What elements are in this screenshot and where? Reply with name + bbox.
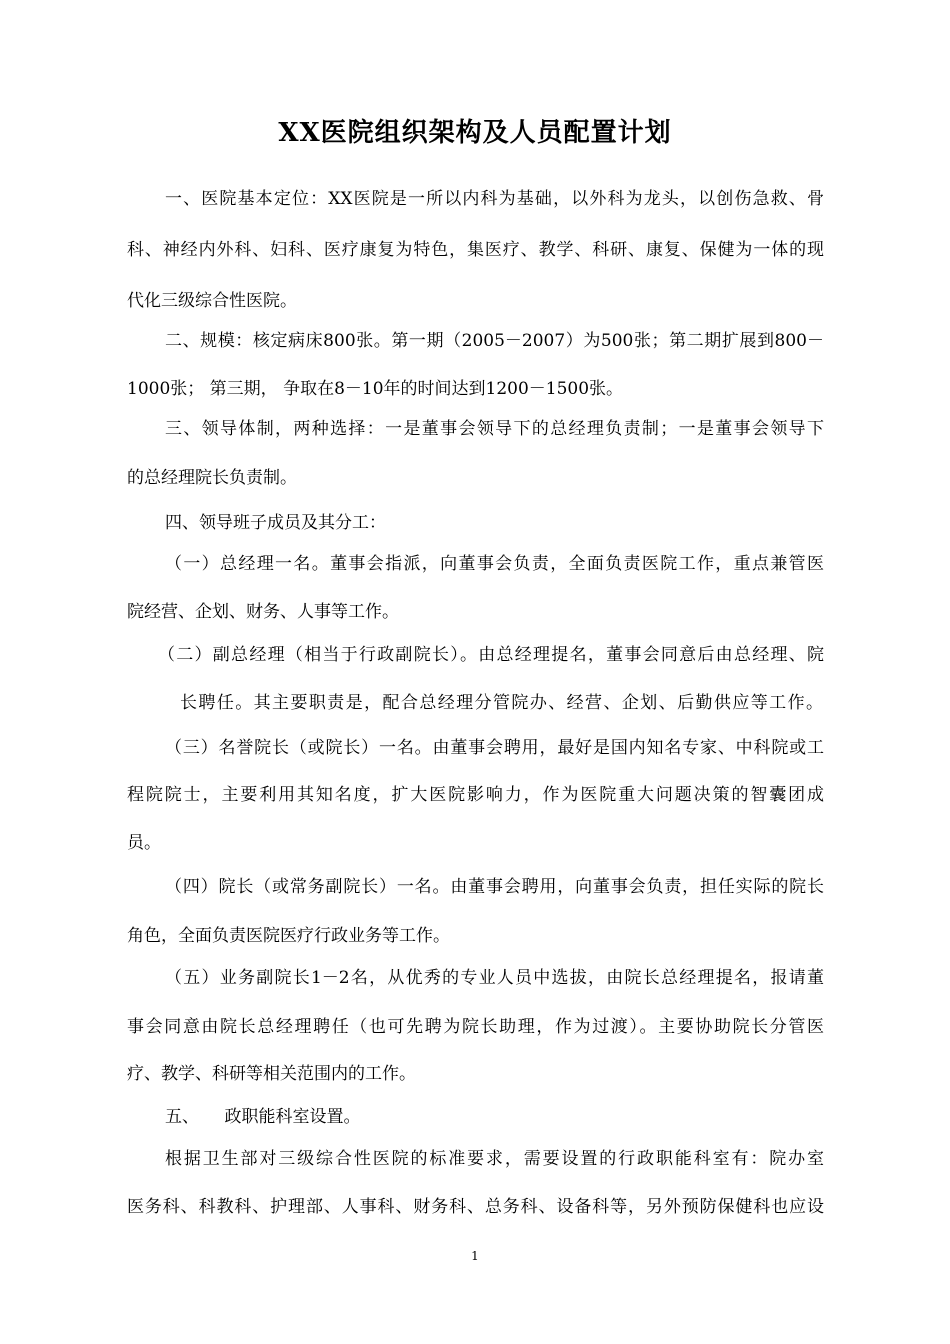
paragraph-line: （四）院长（或常务副院长）一名。由董事会聘用，向董事会负责，担任实际的院长: [165, 877, 824, 897]
paragraph-line: 四、领导班子成员及其分工：: [165, 513, 386, 533]
paragraph-line: （二）副总经理（相当于行政副院长）。由总经理提名，董事会同意后由总经理、院: [158, 645, 824, 665]
paragraph-line: 疗、教学、科研等相关范围内的工作。: [127, 1064, 416, 1084]
paragraph-line: 科、神经内外科、妇科、医疗康复为特色，集医疗、教学、科研、康复、保健为一体的现: [127, 240, 824, 260]
document-title: XX医院组织架构及人员配置计划: [278, 118, 672, 148]
paragraph-line: 的总经理院长负责制。: [127, 468, 297, 488]
paragraph-line: （五）业务副院长1－2名，从优秀的专业人员中选拔，由院长总经理提名，报请董: [165, 968, 824, 988]
paragraph-line: 角色，全面负责医院医疗行政业务等工作。: [127, 926, 450, 946]
paragraph-line: （一）总经理一名。董事会指派，向董事会负责，全面负责医院工作，重点兼管医: [165, 554, 824, 574]
paragraph-line: 长聘任。其主要职责是，配合总经理分管院办、经营、企划、后勤供应等工作。: [180, 693, 823, 713]
paragraph-line: （三）名誉院长（或院长）一名。由董事会聘用，最好是国内知名专家、中科院或工: [165, 738, 824, 758]
paragraph-line: 医务科、科教科、护理部、人事科、财务科、总务科、设备科等，另外预防保健科也应设: [127, 1197, 824, 1217]
page-number: 1: [471, 1249, 479, 1263]
paragraph-line: 三、领导体制，两种选择：一是董事会领导下的总经理负责制；一是董事会领导下: [165, 419, 824, 439]
paragraph-line: 院经营、企划、财务、人事等工作。: [127, 602, 399, 622]
paragraph-line: 二、规模：核定病床800张。第一期（2005－2007）为500张；第二期扩展到800－: [165, 331, 824, 351]
paragraph-line: 1000张； 第三期， 争取在8－10年的时间达到1200－1500张。: [127, 379, 624, 399]
paragraph-line: 代化三级综合性医院。: [127, 291, 297, 311]
paragraph-line: 根据卫生部对三级综合性医院的标准要求，需要设置的行政职能科室有：院办室: [165, 1149, 824, 1169]
paragraph-line: 一、医院基本定位：XX医院是一所以内科为基础，以外科为龙头，以创伤急救、骨: [165, 189, 824, 209]
paragraph-line: 程院院士，主要利用其知名度，扩大医院影响力，作为医院重大问题决策的智囊团成: [127, 785, 824, 805]
paragraph-line: 事会同意由院长总经理聘任（也可先聘为院长助理，作为过渡）。主要协助院长分管医: [127, 1017, 824, 1037]
section-heading: 五、 政职能科室设置。: [165, 1107, 361, 1127]
paragraph-line: 员。: [127, 833, 161, 853]
